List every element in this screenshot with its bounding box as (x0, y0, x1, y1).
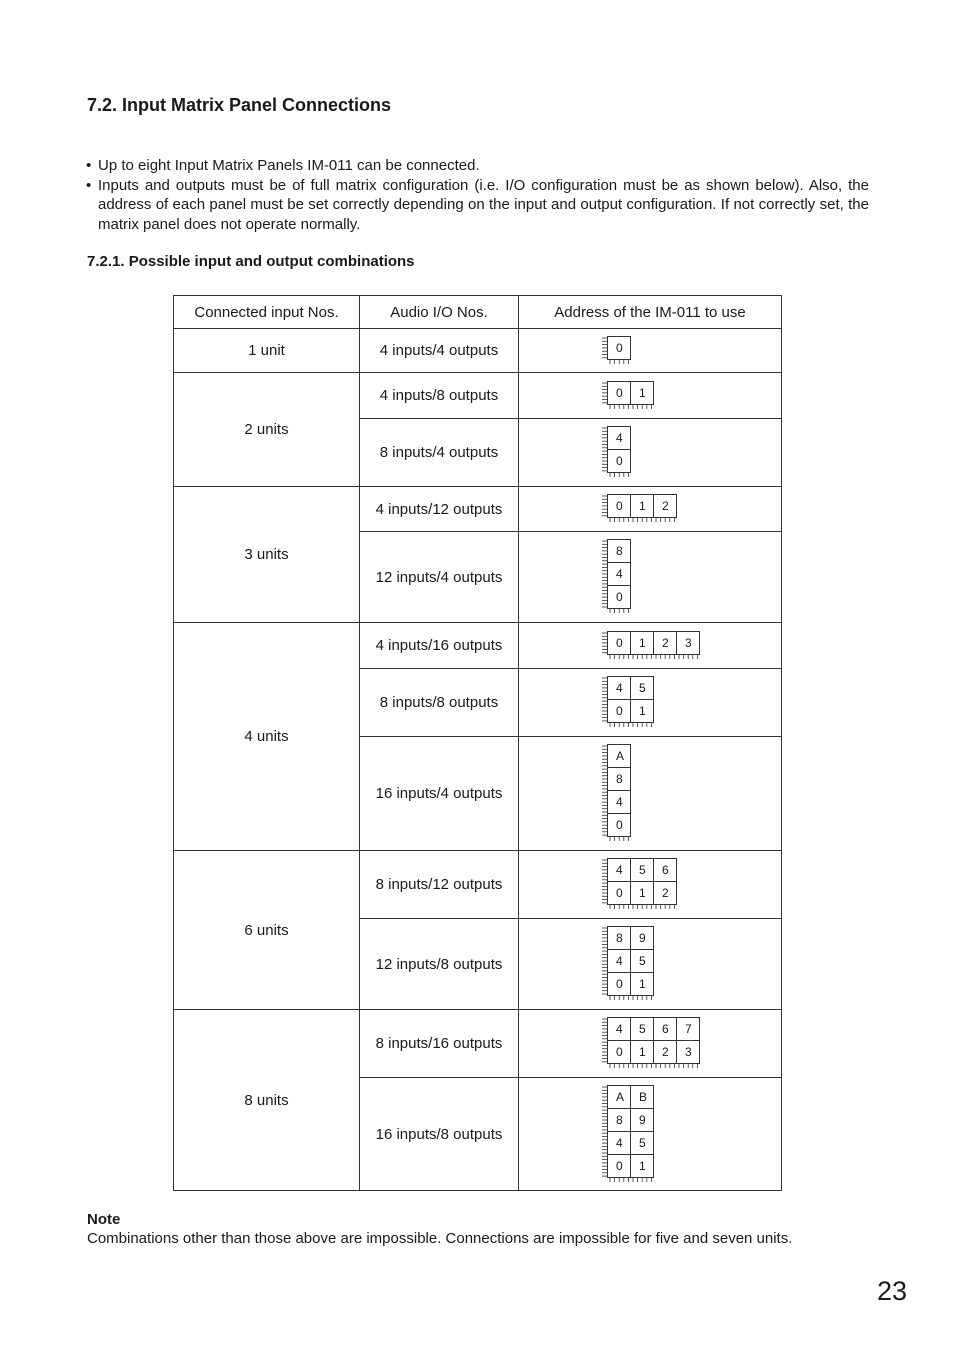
address-label: 0 (616, 1045, 623, 1059)
address-label: 0 (616, 1158, 623, 1173)
units-cell: 3 units (174, 487, 360, 623)
address-label: 5 (639, 863, 646, 877)
io-cell: 16 inputs/4 outputs (360, 737, 519, 851)
address-label: 3 (685, 1045, 692, 1059)
address-label: 8 (616, 1112, 623, 1127)
address-label: 2 (662, 886, 669, 900)
subsection-title: 7.2.1. Possible input and output combinations (87, 253, 415, 270)
address-label: 9 (639, 1112, 646, 1127)
column-header: Address of the IM-011 to use (519, 296, 782, 329)
table-body (174, 329, 782, 1191)
address-cell (519, 419, 782, 487)
address-label: 1 (639, 635, 646, 650)
address-label: 9 (639, 931, 646, 945)
address-grid (602, 858, 678, 911)
address-label: A (616, 1089, 625, 1104)
address-label: 0 (616, 635, 623, 650)
table-row (174, 623, 782, 669)
address-label: 1 (639, 385, 646, 400)
column-header: Connected input Nos. (174, 296, 360, 329)
address-grid (602, 926, 655, 1002)
address-label: 0 (616, 385, 623, 400)
table-row (174, 329, 782, 373)
io-cell: 8 inputs/8 outputs (360, 669, 519, 737)
address-label: 8 (616, 931, 623, 945)
io-cell: 12 inputs/4 outputs (360, 532, 519, 623)
address-label: 2 (662, 499, 669, 513)
address-label: 1 (639, 886, 646, 900)
address-cell (519, 737, 782, 851)
units-cell: 1 unit (174, 329, 360, 373)
address-label: 3 (685, 635, 692, 650)
address-label: 6 (662, 1022, 669, 1036)
address-label: 5 (639, 1022, 646, 1036)
address-label: 4 (616, 1022, 623, 1036)
note-text: Combinations other than those above are impossible. Connections are impossible for five and seven units. (87, 1230, 793, 1247)
address-label: 0 (616, 818, 623, 832)
io-cell: 8 inputs/12 outputs (360, 851, 519, 919)
io-cell: 8 inputs/4 outputs (360, 419, 519, 487)
units-cell: 8 units (174, 1010, 360, 1191)
address-cell (519, 623, 782, 669)
bullet-list (86, 156, 869, 234)
address-label: 1 (639, 704, 646, 718)
address-label: 0 (616, 499, 623, 513)
address-label: 1 (639, 1158, 646, 1173)
address-label: 4 (616, 1135, 623, 1150)
address-label: 4 (616, 567, 623, 581)
address-grid (602, 631, 701, 661)
io-cell: 4 inputs/8 outputs (360, 373, 519, 419)
address-label: 8 (616, 772, 623, 786)
table-row (174, 851, 782, 919)
address-label: 2 (662, 635, 669, 650)
address-cell (519, 487, 782, 532)
address-grid (602, 336, 632, 366)
address-grid (602, 1017, 701, 1070)
address-grid (602, 494, 678, 524)
io-cell: 4 inputs/16 outputs (360, 623, 519, 669)
address-label: 5 (639, 681, 646, 695)
address-grid (602, 381, 655, 411)
address-cell (519, 329, 782, 373)
address-label: 4 (616, 795, 623, 809)
address-label: 0 (616, 340, 623, 355)
io-cell: 12 inputs/8 outputs (360, 919, 519, 1010)
table-row (174, 1010, 782, 1078)
table-row (174, 487, 782, 532)
table-row (174, 373, 782, 419)
address-label: 0 (616, 977, 623, 991)
address-label: 0 (616, 704, 623, 718)
section-title: 7.2. Input Matrix Panel Connections (87, 95, 392, 115)
address-cell (519, 851, 782, 919)
table-header-row (174, 296, 782, 329)
page-number: 23 (877, 1276, 908, 1306)
units-cell: 6 units (174, 851, 360, 1010)
address-cell (519, 669, 782, 737)
address-label: 5 (639, 1135, 646, 1150)
address-label: 0 (616, 886, 623, 900)
io-cell: 4 inputs/4 outputs (360, 329, 519, 373)
note-label: Note (87, 1211, 121, 1228)
address-label: 7 (685, 1022, 692, 1036)
address-grid (602, 539, 632, 615)
column-header: Audio I/O Nos. (360, 296, 519, 329)
address-label: 0 (616, 590, 623, 604)
io-cell: 4 inputs/12 outputs (360, 487, 519, 532)
address-label: 1 (639, 1045, 646, 1059)
address-label: 1 (639, 499, 646, 513)
list-item: • Up to eight Input Matrix Panels IM-011 can be connected. (86, 156, 869, 176)
address-cell (519, 919, 782, 1010)
address-label: 4 (616, 954, 623, 968)
units-cell: 2 units (174, 373, 360, 487)
address-label: A (616, 749, 625, 763)
address-label: 4 (616, 863, 623, 877)
io-cell: 16 inputs/8 outputs (360, 1078, 519, 1191)
address-cell (519, 532, 782, 623)
address-grid (602, 426, 632, 479)
address-cell (519, 373, 782, 419)
address-label: 1 (639, 977, 646, 991)
address-label: 4 (616, 431, 623, 445)
address-grid (602, 1085, 655, 1184)
address-label: 8 (616, 544, 623, 558)
address-label: 6 (662, 863, 669, 877)
io-cell: 8 inputs/16 outputs (360, 1010, 519, 1078)
address-cell (519, 1078, 782, 1191)
address-label: 2 (662, 1045, 669, 1059)
address-grid (602, 676, 655, 729)
units-cell: 4 units (174, 623, 360, 851)
io-combinations-table (173, 295, 782, 1191)
address-cell (519, 1010, 782, 1078)
address-label: 0 (616, 454, 623, 468)
address-grid (602, 744, 632, 843)
address-label: 4 (616, 681, 623, 695)
list-item: • Inputs and outputs must be of full matrix configuration (i.e. I/O configuration must be as shown below). Also, the address of each panel must be set correctly depending on the input and output configuration. If not correctly set, the matrix panel does not operate normally. (86, 176, 869, 235)
address-label: B (639, 1089, 648, 1104)
address-label: 5 (639, 954, 646, 968)
